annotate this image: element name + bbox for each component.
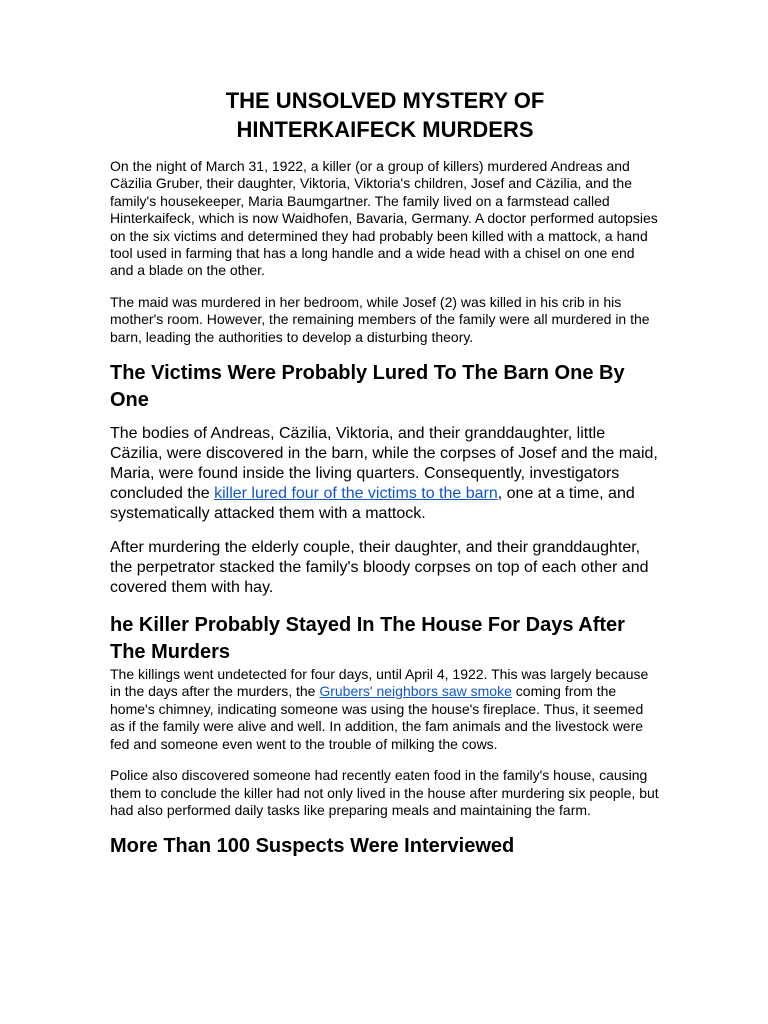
title-line-1: THE UNSOLVED MYSTERY OF [225, 88, 545, 113]
section-1-paragraph-1 [110, 424, 660, 524]
section-3-heading: More Than 100 Suspects Were Interviewed [110, 835, 515, 858]
section-2-p1-text-after: coming from the home's chimney, indicating someone was using the house's fireplace. Thus, it seemed as if the family were alive and well. In addition, the fam animals and the livestock were fed and someone even went to the trouble of milking the cows. [110, 683, 644, 752]
section-1-p1-text-after: , one at a time, and systematically attacked them with a mattock. [110, 485, 635, 523]
section-1-heading: The Victims Were Probably Lured To The Barn One By One [110, 362, 625, 412]
section-1-p1-text-before: The bodies of Andreas, Cäzilia, Viktoria, and their granddaughter, little Cäzilia, were discovered in the barn, while the corpses of Josef and the maid, Maria, were found inside the living quarters. Consequently, investigators concluded the [110, 425, 658, 503]
neighbors-smoke-link[interactable]: Grubers' neighbors saw smoke [319, 683, 512, 700]
intro-paragraph-1: On the night of March 31, 1922, a killer (or a group of killers) murdered Andreas and Cäzilia Gruber, their daughter, Viktoria, Viktoria's children, Josef and Cäzilia, and the family's housekeeper, Maria Baumgartner. The family lived on a farmstead called Hinterkaifeck, which is now Waidhofen, Bavaria, Germany. A doctor performed autopsies on the six victims and determined they had probably been killed with a mattock, a hand tool used in farming that has a long handle and a wide head with a chisel on one end and a blade on the other. [110, 158, 658, 279]
barn-victims-link[interactable]: killer lured four of the victims to the barn [214, 485, 498, 503]
section-2-heading: he Killer Probably Stayed In The House For Days After The Murders [110, 614, 625, 664]
section-2-paragraph-2: Police also discovered someone had recently eaten food in the family's house, causing them to conclude the killer had not only lived in the house after murdering six people, but had also performed daily tasks like preparing meals and maintaining the farm. [110, 767, 659, 818]
section-2-paragraph-1 [110, 666, 660, 753]
intro-paragraph-2: The maid was murdered in her bedroom, while Josef (2) was killed in his crib in his mother's room. However, the remaining members of the family were all murdered in the barn, leading the authorities to develop a disturbing theory. [110, 293, 650, 345]
document-page [110, 86, 660, 870]
document-title [110, 86, 660, 144]
section-2-p1-text-before: The killings went undetected for four days, until April 4, 1922. This was largely because in the days after the murders, the [110, 666, 649, 700]
title-line-2: HINTERKAIFECK MURDERS [236, 117, 534, 142]
section-1-paragraph-2: After murdering the elderly couple, their daughter, and their granddaughter, the perpetrator stacked the family's bloody corpses on top of each other and covered them with hay. [110, 539, 649, 597]
